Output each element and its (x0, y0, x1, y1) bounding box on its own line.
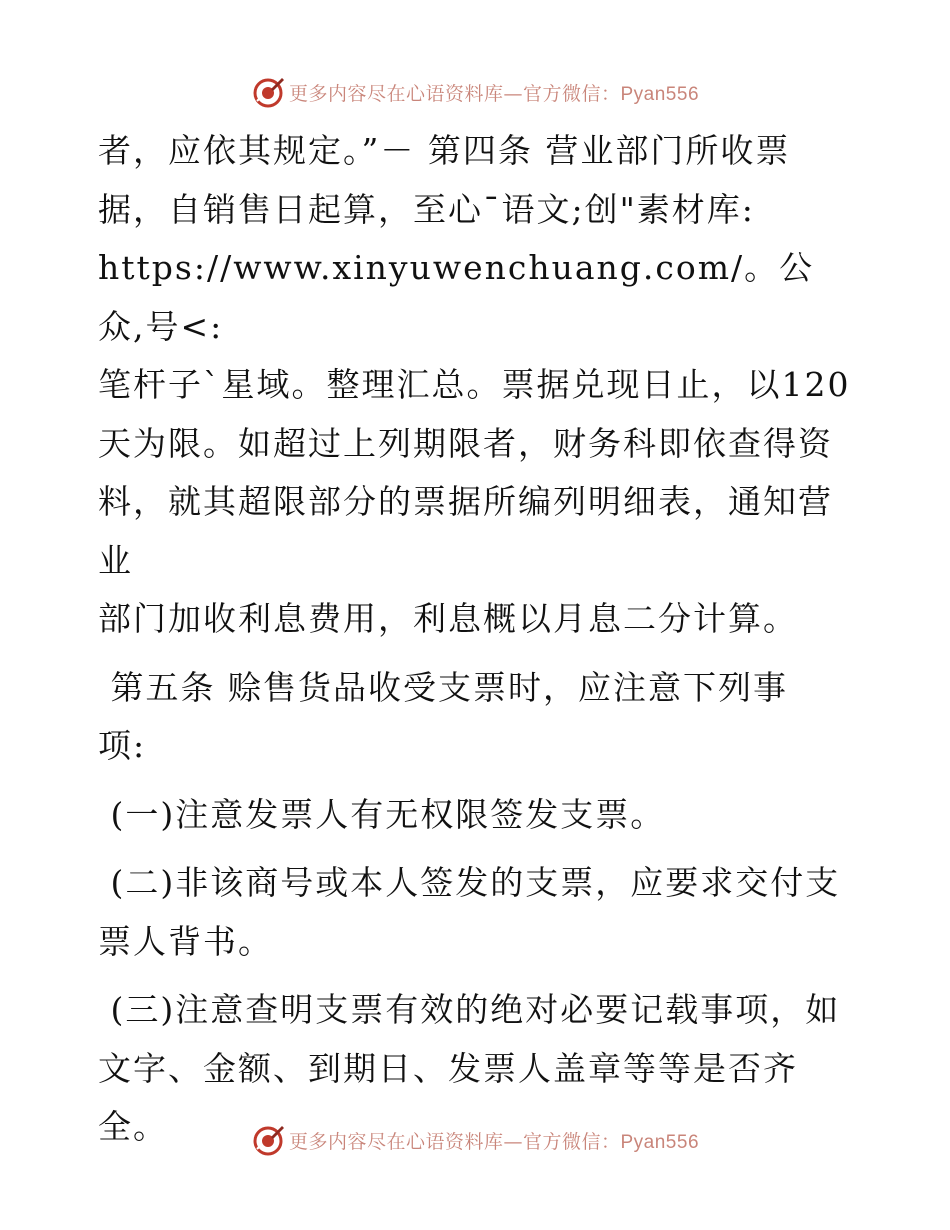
text-line: 笔杆子`星域。整理汇总。票据兑现日止，以120 (98, 365, 851, 404)
text-line: 第五条 赊售货品收受支票时，应注意下列事 (98, 667, 788, 707)
paragraph-article-4 (98, 122, 858, 649)
text-line: 票人背书。 (98, 921, 273, 961)
text-line: 项: (98, 726, 147, 765)
watermark-text: 更多内容尽在心语资料库—官方微信：Pyan556 (288, 1130, 700, 1153)
watermark-group (251, 1123, 699, 1157)
header-watermark (0, 72, 950, 112)
footer-watermark (0, 1120, 950, 1160)
text-line: 料，就其超限部分的票据所编列明细表，通知营业 (98, 482, 833, 580)
text-line: 部门加收利息费用，利息概以月息二分计算。 (98, 599, 798, 638)
watermark-text: 更多内容尽在心语资料库—官方微信：Pyan556 (288, 82, 700, 105)
text-line: 天为限。如超过上列期限者，财务科即依查得资 (98, 423, 833, 463)
text-line: 据，自销售日起算，至心¯语文;创"素材库: (98, 189, 755, 229)
watermark-group (251, 75, 699, 109)
text-line: https://www.xinyuwenchuang.com/。公众,号<: (98, 248, 815, 346)
text-line: (一)注意发票人有无权限签发支票。 (98, 794, 666, 834)
text-line: 者，应依其规定。”－ 第四条 营业部门所收票 (98, 131, 791, 170)
document-body (98, 122, 858, 1157)
text-line: (三)注意查明支票有效的绝对必要记载事项，如 (98, 990, 841, 1029)
paragraph-item-1 (98, 786, 858, 845)
paragraph-item-2 (98, 854, 858, 971)
text-line: (二)非该商号或本人签发的支票，应要求交付支 (98, 863, 841, 902)
pen-logo-icon (251, 75, 285, 109)
paragraph-article-5 (98, 659, 858, 776)
pen-logo-icon (251, 1123, 285, 1157)
text-line: 文字、金额、到期日、发票人盖章等等是否齐全。 (98, 1048, 798, 1146)
